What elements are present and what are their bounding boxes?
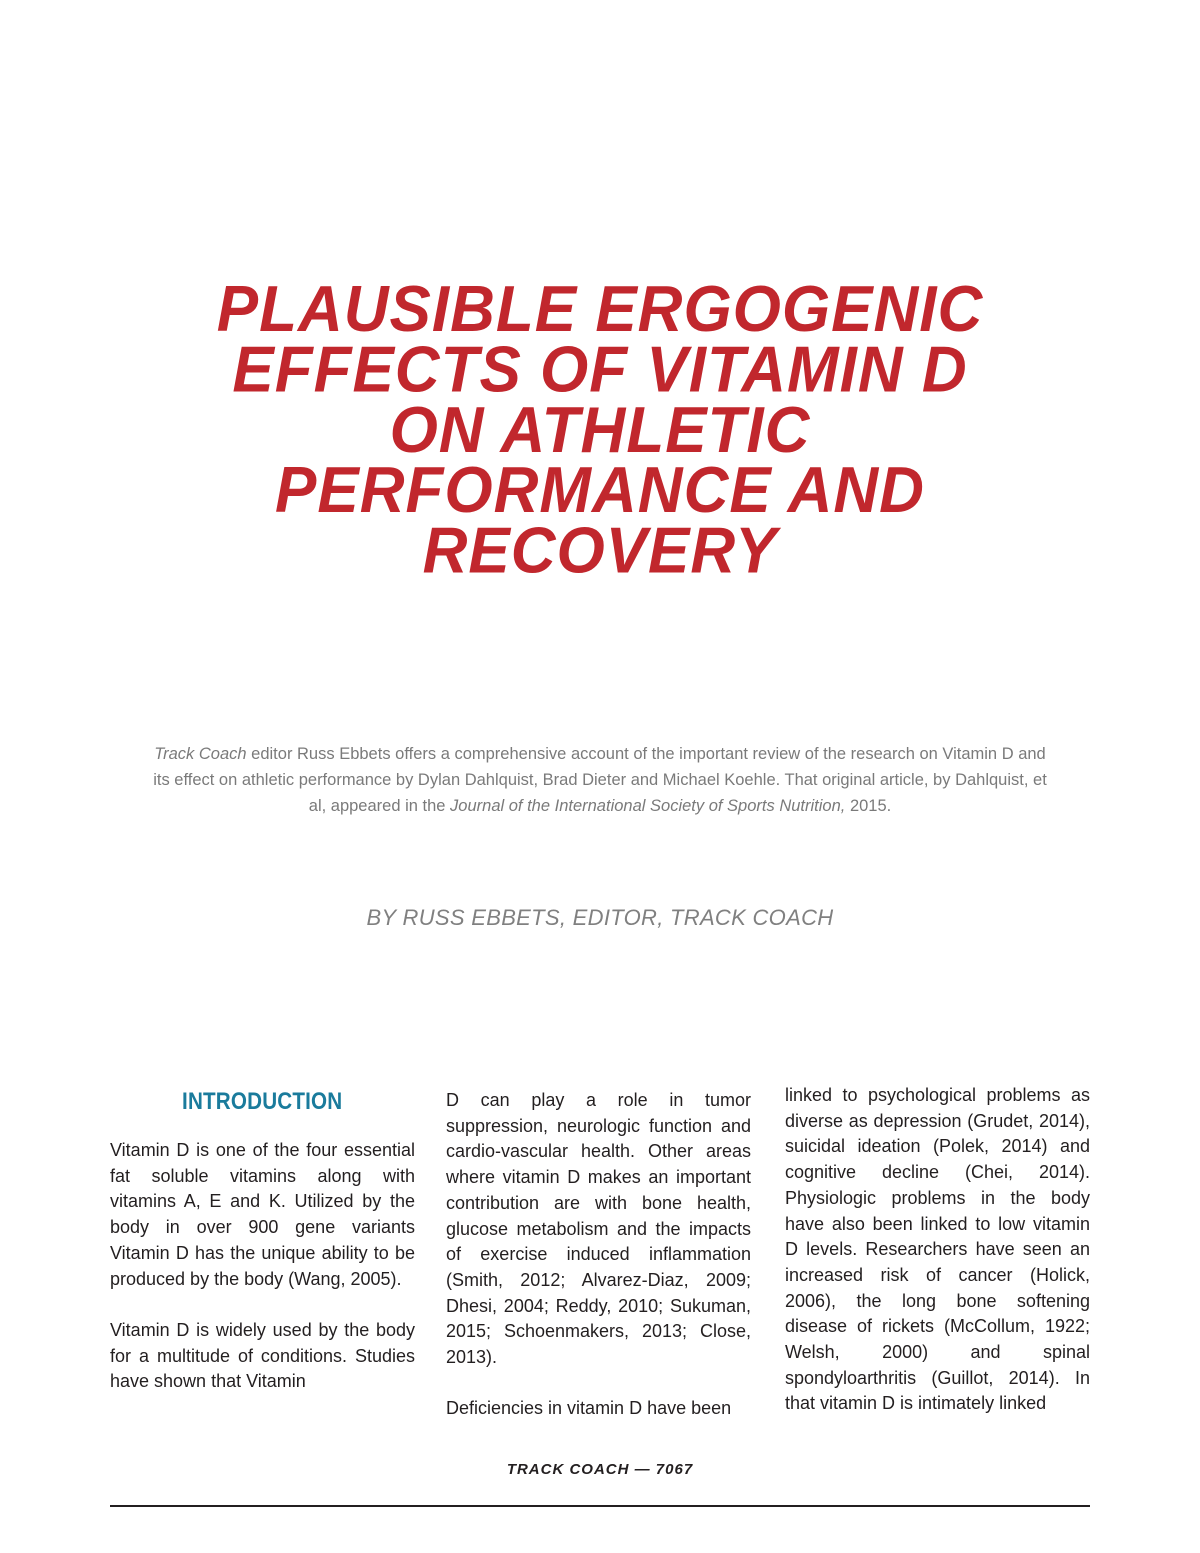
title-line: ON ATHLETIC	[389, 394, 811, 467]
paragraph: Vitamin D is widely used by the body for a multitude of conditions. Studies have shown that Vitamin	[110, 1319, 415, 1392]
section-heading-text: INTRODUCTION	[182, 1088, 343, 1115]
deck-text-1: editor Russ Ebbets offers a comprehensive account of the important review of the research on Vitamin D and its effect on athletic performance by Dylan Dahlquist, Brad Dieter and Michael Koehle. That original article, by Dahlquist, et al, appeared in the	[153, 745, 1047, 815]
deck-text-2: 2015.	[845, 797, 892, 815]
paragraph: Vitamin D is one of the four essential fat soluble vitamins along with vitamins A, E and K. Utilized by the body in over 900 gene variants Vitamin D has the unique ability to be produced by the body (Wang, 2005).	[110, 1140, 415, 1289]
column-1	[110, 1088, 415, 1421]
paragraph: linked to psychological problems as diverse as depression (Grudet, 2014), suicidal ideation (Polek, 2014) and cognitive decline (Chei, 2014). Physiologic problems in the body have also been linked to low vitamin D levels. Researchers have seen an increased risk of cancer (Holick, 2006), the long bone softening disease of rickets (McCollum, 1922; Welsh, 2000) and spinal spondyloarthritis (Guillot, 2014). In that vitamin D is intimately linked	[785, 1085, 1090, 1414]
deck-journal-name: Journal of the International Society of Sports Nutrition,	[450, 797, 846, 815]
paragraph: D can play a role in tumor suppression, neurologic function and cardio-vascular health. Other areas where vitamin D makes an important contribution are with bone health, glucose metabolism and the impacts of exercise induced inflammation (Smith, 2012; Alvarez-Diaz, 2009; Dhesi, 2004; Reddy, 2010; Sukuman, 2015; Schoenmakers, 2013; Close, 2013).	[446, 1090, 751, 1368]
deck-paragraph	[150, 741, 1050, 819]
section-heading	[110, 1088, 415, 1116]
title-line: PLAUSIBLE ERGOGENIC	[216, 273, 984, 346]
article-title	[100, 273, 1100, 587]
page-footer: TRACK COACH — 7067	[506, 1461, 694, 1478]
title-line: EFFECTS OF VITAMIN D	[232, 334, 968, 407]
body-columns	[100, 1083, 1100, 1491]
column-2	[446, 1088, 751, 1448]
byline: BY RUSS EBBETS, EDITOR, TRACK COACH	[366, 905, 834, 930]
title-line: PERFORMANCE AND	[275, 454, 925, 527]
column-3	[785, 1083, 1090, 1443]
article-deck	[150, 741, 1050, 819]
deck-publication-name: Track Coach	[154, 745, 247, 763]
footer-rule	[110, 1505, 1090, 1507]
paragraph: Deficiencies in vitamin D have been	[446, 1398, 732, 1419]
title-line: RECOVERY	[422, 515, 778, 587]
